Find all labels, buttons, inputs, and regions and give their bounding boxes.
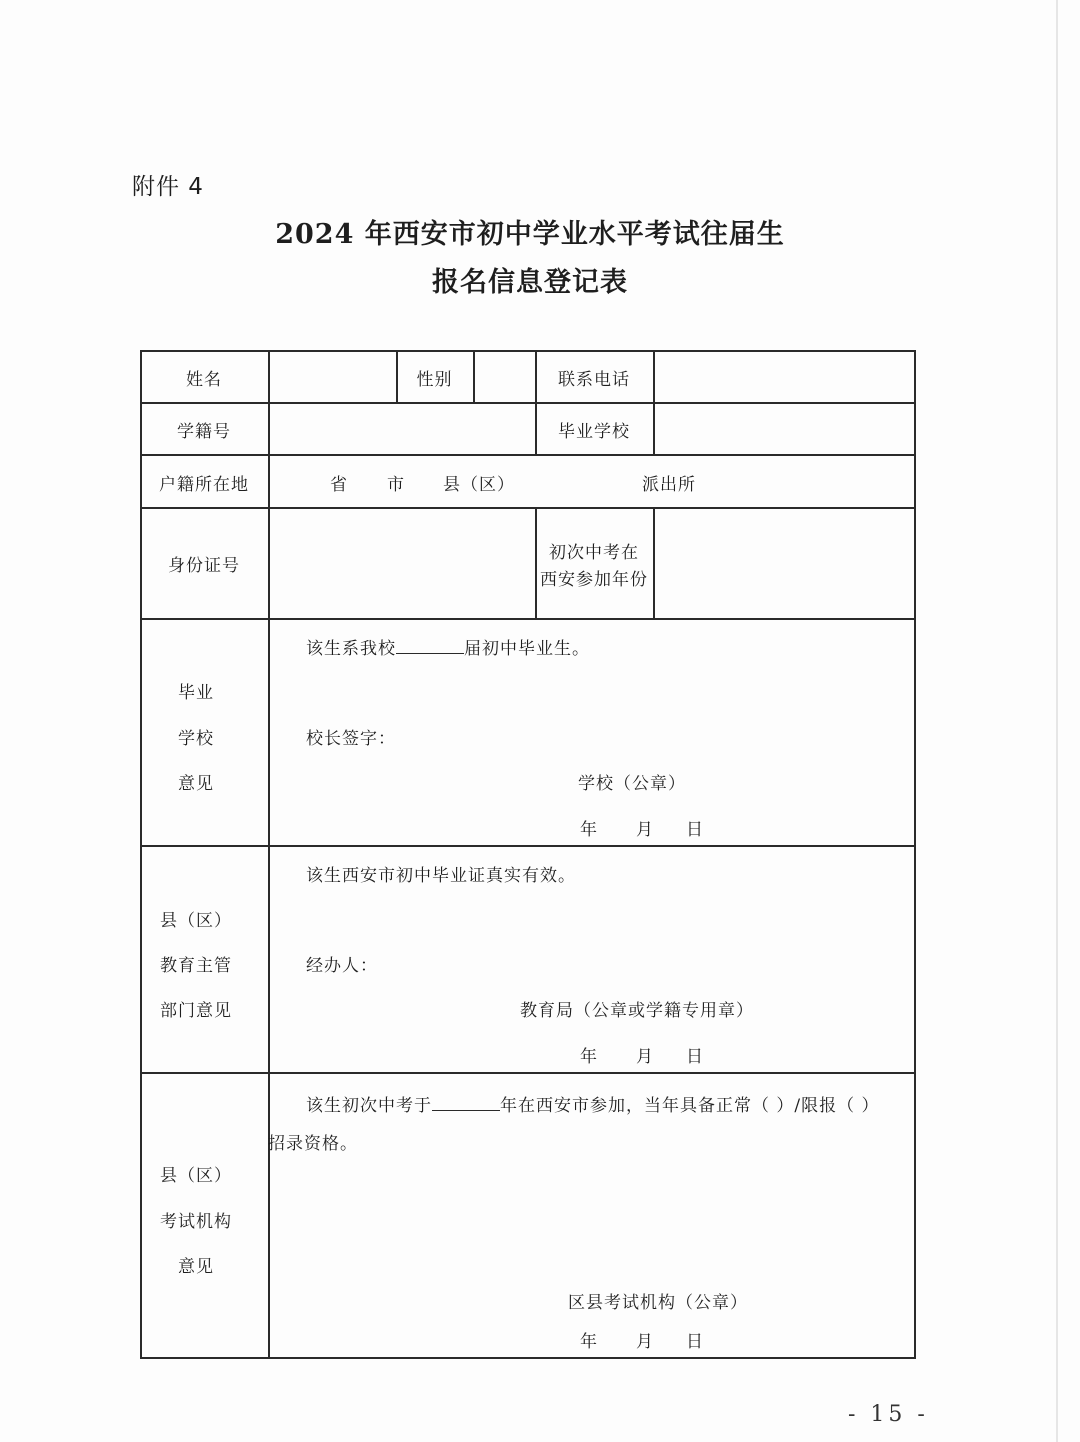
row-divider (140, 1072, 916, 1074)
exam-opinion-label-line3: 意见 (178, 1257, 214, 1277)
hukou-label: 户籍所在地 (159, 475, 249, 495)
hukou-city: 市 (387, 475, 405, 495)
row-divider (140, 507, 916, 509)
name-label: 姓名 (186, 370, 222, 390)
page-number: - 15 - (848, 1402, 929, 1427)
handler-label: 经办人： (306, 956, 378, 976)
row-divider (140, 402, 916, 404)
school-seal-label: 学校（公章） (578, 774, 686, 794)
school-date-day: 日 (686, 820, 704, 840)
school-statement-after: 届初中毕业生。 (464, 639, 590, 659)
col-divider (653, 507, 655, 618)
exam-statement-before: 该生初次中考于 (306, 1096, 432, 1116)
hukou-police-station: 派出所 (642, 475, 696, 495)
school-opinion-label-line2: 学校 (178, 729, 214, 749)
edu-date-day: 日 (686, 1047, 704, 1067)
exam-opinion-label-line1: 县（区） (160, 1166, 232, 1186)
first-exam-year-label-line2: 西安参加年份 (540, 570, 648, 590)
exam-opinion-label-line2: 考试机构 (160, 1212, 232, 1232)
first-exam-year-label-line1: 初次中考在 (549, 543, 639, 563)
phone-label: 联系电话 (558, 370, 630, 390)
edu-date-month: 月 (636, 1047, 654, 1067)
student-id-label: 学籍号 (177, 422, 231, 442)
attachment-label: 附件 4 (132, 174, 204, 200)
hukou-province: 省 (330, 475, 348, 495)
school-opinion-statement (306, 634, 590, 659)
table-border-bottom (140, 1357, 916, 1359)
registration-form-table (140, 350, 916, 1358)
exam-statement-line2: 招录资格。 (268, 1134, 358, 1154)
edu-opinion-label-line1: 县（区） (160, 911, 232, 931)
school-date-year: 年 (580, 820, 598, 840)
form-title-line2: 报名信息登记表 (432, 267, 628, 298)
id-number-label: 身份证号 (168, 556, 240, 576)
table-border-top (140, 350, 916, 352)
row-divider (140, 618, 916, 620)
label-column-divider (268, 350, 270, 1358)
exam-date-month: 月 (636, 1332, 654, 1352)
exam-seal-label: 区县考试机构（公章） (568, 1293, 748, 1313)
school-statement-before: 该生系我校 (306, 639, 396, 659)
page-edge (1056, 0, 1058, 1442)
gender-label: 性别 (416, 370, 453, 390)
form-title-line1: 2024 年西安市初中学业水平考试往届生 (275, 219, 785, 250)
graduation-year-blank[interactable] (396, 635, 464, 654)
col-divider (653, 350, 655, 454)
row-divider (140, 454, 916, 456)
school-opinion-label-line1: 毕业 (178, 683, 214, 703)
exam-opinion-statement (306, 1091, 880, 1116)
exam-statement-after: 年在西安市参加，当年具备正常（ ）/限报（ ） (500, 1096, 880, 1116)
row-divider (140, 845, 916, 847)
edu-opinion-statement: 该生西安市初中毕业证真实有效。 (306, 866, 576, 886)
edu-date-year: 年 (580, 1047, 598, 1067)
graduation-school-label: 毕业学校 (558, 422, 630, 442)
principal-signature-label: 校长签字： (306, 729, 396, 749)
exam-date-year: 年 (580, 1332, 598, 1352)
exam-date-day: 日 (686, 1332, 704, 1352)
col-divider (473, 350, 475, 402)
school-opinion-label-line3: 意见 (178, 774, 214, 794)
edu-opinion-label-line3: 部门意见 (160, 1001, 232, 1021)
edu-seal-label: 教育局（公章或学籍专用章） (520, 1001, 754, 1021)
hukou-county: 县（区） (443, 475, 515, 495)
table-border-right (914, 350, 916, 1358)
school-date-month: 月 (636, 820, 654, 840)
edu-opinion-label-line2: 教育主管 (160, 956, 232, 976)
first-exam-year-blank[interactable] (432, 1092, 500, 1111)
